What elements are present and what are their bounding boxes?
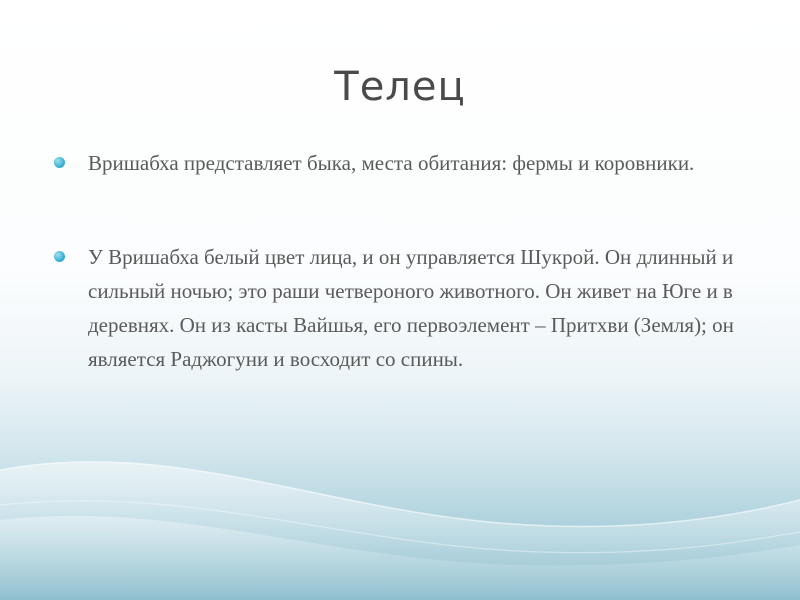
bullet-list bbox=[52, 146, 752, 376]
bullet-dot-icon bbox=[54, 157, 65, 168]
bullet-dot-icon bbox=[54, 251, 65, 262]
slide-title: Телец bbox=[334, 64, 466, 110]
bullet-text: У Вришабха белый цвет лица, и он управляется Шукрой. Он длинный и сильный ночью; это раши четвероного животного. Он живет на Юге и в деревнях. Он из касты Вайшья, его первоэлемент – Притхви (Земля); он является Раджогуни и восходит со спины. bbox=[88, 245, 734, 371]
bullet-item bbox=[52, 240, 752, 376]
bullet-text: Вришабха представляет быка, места обитания: фермы и коровники. bbox=[88, 151, 695, 175]
bullet-item bbox=[52, 146, 752, 180]
